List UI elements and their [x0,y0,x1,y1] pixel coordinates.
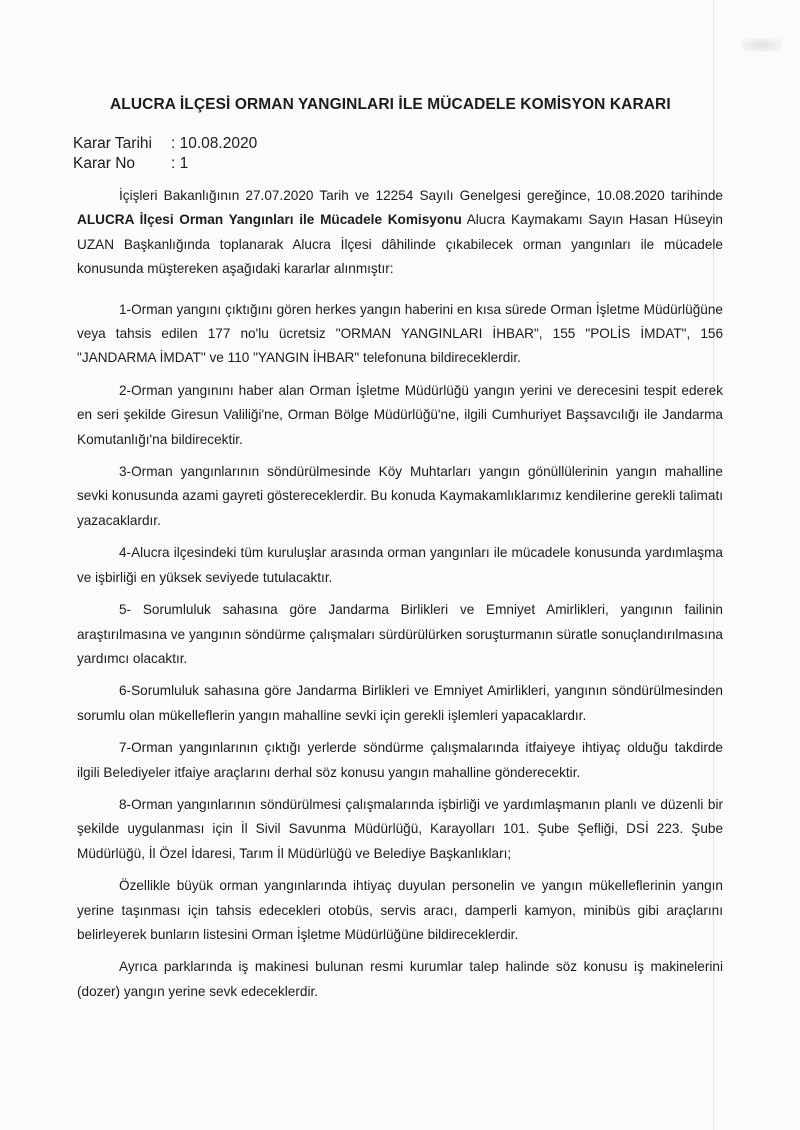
decision-item-8-vehicles: Özellikle büyük orman yangınlarında ihtiyaç duyulan personelin ve yangın mükelleflerinin yangın yerine taşınması için tahsis edecekleri otobüs, servis aracı, damperli kamyon, minibüs gibi araçlarını belirleyerek bunların listesini Orman İşletme Müdürlüğüne bildireceklerdir. [77,878,723,942]
decision-item-3: 3-Orman yangınlarının söndürülmesinde Köy Muhtarları yangın gönüllülerinin yangın mahalline sevki konusunda azami gayreti göstereceklerdir. Bu konuda Kaymakamlıklarımız kendilerine gerekli talimatı yazacaklardır. [77,464,723,528]
decision-date [73,135,257,153]
commission-name: ALUCRA İlçesi Orman Yangınları ile Mücadele Komisyonu [77,212,462,228]
decision-item-5: 5- Sorumluluk sahasına göre Jandarma Birlikleri ve Emniyet Amirlikleri, yangının failinin araştırılmasına ve yangının söndürme çalışmaları sürdürülürken soruşturmanın süratle sonuçlandırılmasına yardımcı olacaktır. [77,602,723,666]
intro-text-start: İçişleri Bakanlığının 27.07.2020 Tarih ve 12254 Sayılı Genelgesi gereğince, 10.08.2020 tarihinde [119,188,723,203]
scan-speck [742,38,782,52]
decision-number-value: : 1 [171,155,189,172]
decision-date-value: : 10.08.2020 [171,135,258,152]
intro-paragraph [77,184,723,282]
decision-item-8-machines: Ayrıca parklarında iş makinesi bulunan resmi kurumlar talep halinde söz konusu iş makinelerini (dozer) yangın yerine sevk edeceklerdir. [77,959,723,999]
decision-date-label: Karar Tarihi [73,135,152,152]
decision-number-label: Karar No [73,155,136,172]
decision-item-1: 1-Orman yangını çıktığını gören herkes yangın haberini en kısa sürede Orman İşletme Müdürlüğüne veya tahsis edilen 177 no'lu ücretsiz "ORMAN YANGINLARI İHBAR", 155 "POLİS İMDAT", 156 "JANDARMA İMDAT" ve 110 "YANGIN İHBAR" telefonuna bildireceklerdir. [77,301,723,366]
decision-item-7: 7-Orman yangınlarının çıktığı yerlerde söndürme çalışmalarında itfaiyeye ihtiyaç olduğu takdirde ilgili Belediyeler itfaiye araçlarını derhal söz konusu yangın mahalline gönderecektir. [77,740,723,780]
decision-item-4: 4-Alucra ilçesindeki tüm kuruluşlar arasında orman yangınları ile mücadele konusunda yardımlaşma ve işbirliği en yüksek seviyede tutulacaktır. [77,545,723,585]
decision-item-2: 2-Orman yangınını haber alan Orman İşletme Müdürlüğü yangın yerini ve derecesini tespit ederek en seri şekilde Giresun Valiliği'ne, Orman Bölge Müdürlüğü'ne, ilgili Cumhuriyet Başsavcılığı ile Jandarma Komutanlığı'na bildirecektir. [77,382,723,447]
document-body [77,184,723,1012]
decision-number [73,155,188,173]
decision-item-6: 6-Sorumluluk sahasına göre Jandarma Birlikleri ve Emniyet Amirlikleri, yangının söndürülmesinden sorumlu olan mükelleflerin yangın mahalline sevki için gerekli işlemleri yapacaklardır. [77,683,723,723]
decision-item-8: 8-Orman yangınlarının söndürülmesi çalışmalarında işbirliği ve yardımlaşmanın planlı ve düzenli bir şekilde uygulanması için İl Sivil Savunma Müdürlüğü, Karayolları 101. Şube Şefliği, DSİ 223. Şube Müdürlüğü, İl Özel İdaresi, Tarım İl Müdürlüğü ve Belediye Başkanlıkları; [77,796,723,861]
document-title: ALUCRA İLÇESİ ORMAN YANGINLARI İLE MÜCADELE KOMİSYON KARARI [110,96,671,113]
intro-text-end: Alucra Kaymakamı Sayın Hasan Hüseyin UZAN Başkanlığında toplanarak Alucra İlçesi dâhilinde çıkabilecek orman yangınları ile mücadele konusunda müştereken aşağıdaki kararlar alınmıştır: [77,212,723,277]
